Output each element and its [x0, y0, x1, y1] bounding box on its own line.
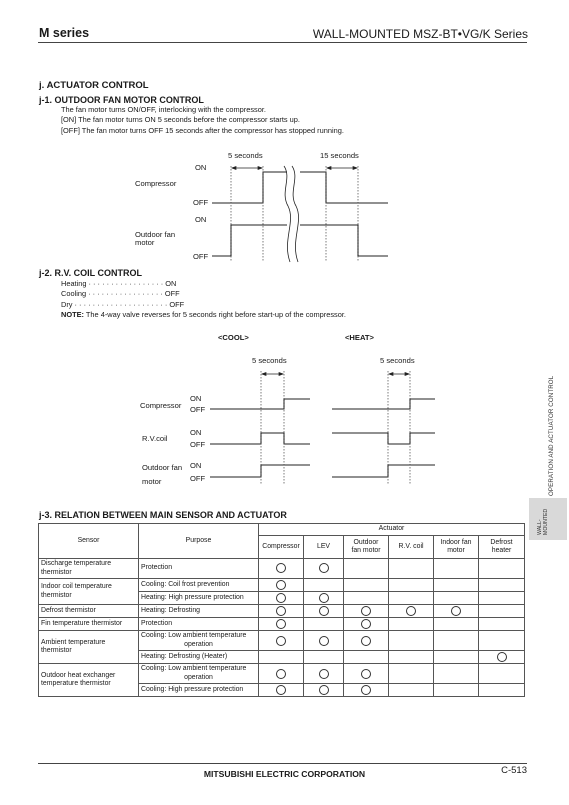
rv-note-label: NOTE: [61, 310, 84, 320]
rv-coil-off: OFF [190, 440, 206, 449]
rv-coil-title: j-2. R.V. COIL CONTROL [39, 268, 143, 278]
purpose-cell: Protection [139, 618, 259, 631]
fan-motor-label-2: motor [135, 238, 155, 247]
cool-fan-waveform [210, 465, 310, 477]
table-row [39, 559, 525, 579]
purpose-cell: Protection [139, 559, 259, 579]
mark-circle-icon [276, 619, 286, 629]
rv-coil-on: ON [190, 428, 202, 437]
fan-compressor-waveform [212, 172, 287, 203]
header-defrost-heater: Defrost heater [479, 536, 525, 559]
purpose-cell: Cooling: High pressure protection [139, 684, 259, 697]
mark-circle-icon [319, 563, 329, 573]
sensor-cell: Discharge temperature thermistor [39, 559, 139, 579]
mark-circle-icon [276, 636, 286, 646]
header-purpose: Purpose [139, 524, 259, 559]
heat-rv-waveform [332, 433, 435, 444]
table-row [39, 605, 525, 618]
mark-circle-icon [276, 606, 286, 616]
rv-coil-settings [61, 279, 346, 321]
table-row [39, 579, 525, 592]
mark-circle-icon [276, 669, 286, 679]
fan-motor-off: OFF [193, 252, 209, 261]
rv-cooling: Cooling · · · · · · · · · · · · · · · · · OFF [61, 289, 180, 299]
rv-fan-label-2: motor [142, 477, 162, 486]
cool-compressor-waveform [210, 399, 310, 409]
purpose-cell: Heating: Defrosting [139, 605, 259, 618]
footer-page-number: C-513 [501, 765, 527, 776]
header-series: M series [39, 26, 90, 40]
fan-line-3: [OFF] The fan motor turns OFF 15 seconds after the compressor has stopped running. [61, 125, 344, 135]
mark-circle-icon [451, 606, 461, 616]
table-row [39, 618, 525, 631]
mark-circle-icon [319, 669, 329, 679]
fan-motor-label-1: Outdoor fan [135, 230, 176, 239]
relation-title: j-3. RELATION BETWEEN MAIN SENSOR AND ACTUATOR [39, 510, 287, 520]
fan-line-1: The fan motor turns ON/OFF, interlocking with the compressor. [61, 105, 266, 114]
fan-control-title: j-1. OUTDOOR FAN MOTOR CONTROL [39, 95, 204, 105]
mark-circle-icon [361, 685, 371, 695]
sensor-cell: Indoor coil temperature thermistor [39, 579, 139, 605]
table-row [39, 664, 525, 684]
section-title: j. ACTUATOR CONTROL [39, 80, 149, 91]
footer-rule [38, 763, 527, 764]
mark-circle-icon [319, 606, 329, 616]
mark-circle-icon [361, 636, 371, 646]
rv-compressor-off: OFF [190, 405, 206, 414]
rv-fan-label: Outdoor fan [142, 463, 183, 472]
purpose-cell: Heating: Defrosting (Heater) [139, 651, 259, 664]
mark-circle-icon [361, 619, 371, 629]
purpose-cell: Cooling: Coil frost prevention [139, 579, 259, 592]
sensor-cell: Defrost thermistor [39, 605, 139, 618]
header-lev: LEV [304, 536, 344, 559]
mark-circle-icon [276, 563, 286, 573]
purpose-cell: Heating: High pressure protection [139, 592, 259, 605]
fan-break-mark-2 [292, 166, 299, 262]
side-chapter-label: OPERATION AND ACTUATOR CONTROL [548, 375, 555, 496]
cool-heading: <COOL> [218, 333, 249, 342]
rv-compressor-on: ON [190, 394, 202, 403]
sensor-cell: Fin temperature thermistor [39, 618, 139, 631]
mark-circle-icon [319, 685, 329, 695]
mark-circle-icon [497, 652, 507, 662]
fan-compressor-label: Compressor [135, 179, 177, 188]
fan-motor-on: ON [195, 215, 207, 224]
heat-compressor-waveform [332, 399, 435, 409]
fan-compressor-waveform-2 [300, 172, 388, 203]
rv-note-text: The 4-way valve reverses for 5 seconds right before start-up of the compressor. [84, 310, 346, 320]
heat-fan-waveform [332, 465, 435, 477]
rv-coil-label: R.V.coil [142, 434, 168, 443]
header-model: WALL-MOUNTED MSZ-BT•VG/K Series [312, 27, 528, 41]
mark-circle-icon [406, 606, 416, 616]
header-actuator: Actuator [259, 524, 525, 536]
mark-circle-icon [361, 669, 371, 679]
fan-compressor-off: OFF [193, 198, 209, 207]
header-compressor: Compressor [259, 536, 304, 559]
header-outdoor-fan: Outdoor fan motor [344, 536, 389, 559]
fan-compressor-on: ON [195, 163, 207, 172]
fan-motor-waveform [212, 225, 287, 256]
purpose-cell: Cooling: Low ambient temperature operation [139, 664, 259, 684]
header-sensor: Sensor [39, 524, 139, 559]
rv-fan-off: OFF [190, 474, 206, 483]
rv-compressor-label: Compressor [140, 401, 182, 410]
fan-motor-waveform-2 [300, 225, 388, 256]
mark-circle-icon [276, 685, 286, 695]
table-row [39, 631, 525, 651]
mark-circle-icon [361, 606, 371, 616]
mark-circle-icon [276, 593, 286, 603]
footer-company: MITSUBISHI ELECTRIC CORPORATION [203, 769, 366, 779]
purpose-cell: Cooling: Low ambient temperature operation [139, 631, 259, 651]
heat-heading: <HEAT> [345, 333, 374, 342]
rv-heating: Heating · · · · · · · · · · · · · · · · · ON [61, 279, 177, 288]
mark-circle-icon [319, 593, 329, 603]
fan-break-mark-1 [284, 166, 291, 262]
rv-note [61, 310, 346, 320]
sensor-cell: Outdoor heat exchanger temperature thermistor [39, 664, 139, 697]
header-rv-coil: R.V. coil [389, 536, 434, 559]
sensor-cell: Ambient temperature thermistor [39, 631, 139, 664]
rv-dry: Dry · · · · · · · · · · · · · · · · · · · · · OFF [61, 299, 185, 309]
header-indoor-fan: Indoor fan motor [434, 536, 479, 559]
rv-fan-on: ON [190, 461, 202, 470]
fan-line-2: [ON] The fan motor turns ON 5 seconds before the compressor starts up. [61, 115, 300, 125]
heat-5sec-label: 5 seconds [380, 356, 415, 365]
cool-rv-waveform [210, 433, 310, 444]
mark-circle-icon [276, 580, 286, 590]
mark-circle-icon [319, 636, 329, 646]
sensor-actuator-table [38, 523, 525, 697]
cool-5sec-label: 5 seconds [252, 356, 287, 365]
side-tab-label: WALL- MOUNTED [537, 508, 549, 535]
fan-15sec-label: 15 seconds [320, 151, 359, 160]
fan-5sec-label: 5 seconds [228, 151, 263, 160]
